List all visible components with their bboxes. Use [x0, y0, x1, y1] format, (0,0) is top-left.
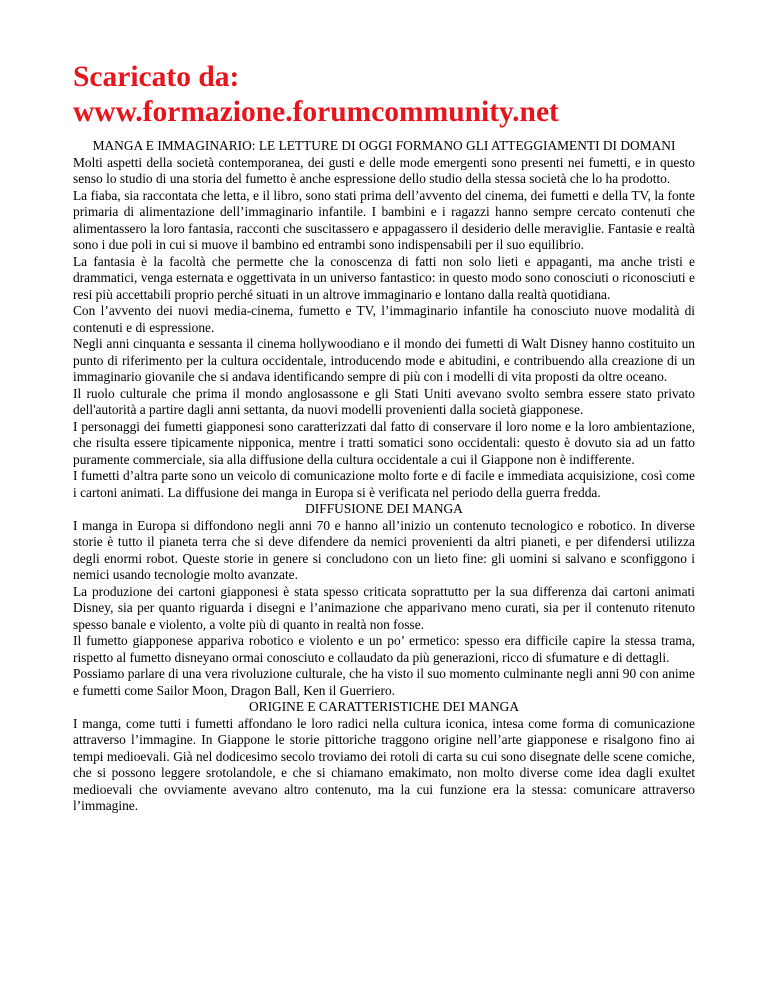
- paragraph: I manga in Europa si diffondono negli anni 70 e hanno all’inizio un contenuto tecnologico e robotico. In diverse storie è tutto il pianeta terra che si deve difendere da nemici provenienti da altri pianeti, e per difendersi utilizza degli enormi robot. Queste storie in genere si concludono con un lieto fine: gli uomini si salvano e sconfiggono i nemici usando tecnologie molto avanzate.: [73, 517, 695, 582]
- paragraph: La fantasia è la facoltà che permette che la conoscenza di fatti non solo lieti e appaganti, ma anche tristi e drammatici, venga esternata e oggettivata in un universo fantastico: in questo modo sono conosciuti o riconosciuti e resi più accettabili proprio perché situati in un altrove immaginario e lontano dalla realtà quotidiana.: [73, 253, 695, 302]
- paragraph: Il fumetto giapponese appariva robotico e violento e un po’ ermetico: spesso era difficile capire la stessa trama, rispetto al fumetto disneyano ormai conosciuto e collaudato da più generazioni, ricco di sfumature e di dettagli.: [73, 633, 695, 665]
- source-header: [73, 60, 695, 130]
- document-body: [73, 138, 695, 815]
- document-title: MANGA E IMMAGINARIO: LE LETTURE DI OGGI FORMANO GLI ATTEGGIAMENTI DI DOMANI: [92, 138, 676, 153]
- paragraph: Con l’avvento dei nuovi media-cinema, fumetto e TV, l’immaginario infantile ha conosciuto nuove modalità di contenuti e di espressione.: [73, 303, 695, 335]
- section-heading: ORIGINE E CARATTERISTICHE DEI MANGA: [248, 699, 520, 714]
- paragraph: La produzione dei cartoni giapponesi è stata spesso criticata soprattutto per la sua differenza dai cartoni animati Disney, sia per quanto riguarda i disegni e l’animazione che apparivano meno curati, sia per il contenuto ritenuto spesso banale e violento, a volte più di quanto in realtà non fosse.: [73, 583, 695, 632]
- paragraph: I fumetti d’altra parte sono un veicolo di comunicazione molto forte e di facile e immediata acquisizione, così come i cartoni animati. La diffusione dei manga in Europa si è verificata nel periodo della guerra fredda.: [73, 468, 695, 500]
- paragraph: Molti aspetti della società contemporanea, dei gusti e delle mode emergenti sono presenti nei fumetti, e in questo senso lo studio di una storia del fumetto è anche espressione dello studio della stessa società che lo ha prodotto.: [73, 154, 695, 186]
- section-heading: DIFFUSIONE DEI MANGA: [305, 501, 463, 516]
- paragraph: La fiaba, sia raccontata che letta, e il libro, sono stati prima dell’avvento del cinema, dei fumetti e della TV, la fonte primaria di alimentazione dell’immaginario infantile. I bambini e i ragazzi hanno sempre cercato contenuti che alimentassero la loro fantasia, racconti che suscitassero e appagassero il desiderio delle meraviglie. Fantasie e realtà sono i due poli in cui si muove il bambino ed entrambi sono indispensabili per il suo equilibrio.: [73, 187, 695, 252]
- paragraph: I personaggi dei fumetti giapponesi sono caratterizzati dal fatto di conservare il loro nome e la loro ambientazione, che risulta essere tipicamente nipponica, mentre i tratti somatici sono occidentali: questo è dovuto sia ad un fatto puramente commerciale, sia alla diffusione della cultura occidentale a cui il Giappone non è indifferente.: [73, 418, 695, 467]
- source-label: Scaricato da:: [73, 61, 240, 93]
- paragraph: Il ruolo culturale che prima il mondo anglosassone e gli Stati Uniti avevano svolto sembra essere stato privato dell'autorità a partire dagli anni settanta, da nuovi modelli provenienti dalla società giapponese.: [73, 385, 695, 417]
- document-page: [73, 60, 695, 815]
- source-url[interactable]: www.formazione.forumcommunity.net: [73, 96, 559, 128]
- paragraph: Possiamo parlare di una vera rivoluzione culturale, che ha visto il suo momento culminante negli anni 90 con anime e fumetti come Sailor Moon, Dragon Ball, Ken il Guerriero.: [73, 666, 695, 698]
- paragraph: Negli anni cinquanta e sessanta il cinema hollywoodiano e il mondo dei fumetti di Walt Disney hanno costituito un punto di riferimento per la cultura occidentale, introducendo mode e abitudini, e contribuendo alla creazione di un immaginario giovanile che si andava identificando sempre di più con i modelli di vita proposti da oltre oceano.: [73, 336, 695, 384]
- paragraph: I manga, come tutti i fumetti affondano le loro radici nella cultura iconica, intesa come forma di comunicazione attraverso l’immagine. In Giappone le storie pittoriche traggono origine nell’arte giapponese e risalgono fino ai tempi medioevali. Già nel dodicesimo secolo troviamo dei rotoli di carta su cui sono disegnate delle scene comiche, che si possono leggere srotolandole, e che si chiamano emakimato, non molto diverse come idea dagli exultet medioevali che ovviamente avevano altro contenuto, ma la cui funzione era la stessa: comunicare attraverso l’immagine.: [73, 715, 695, 813]
